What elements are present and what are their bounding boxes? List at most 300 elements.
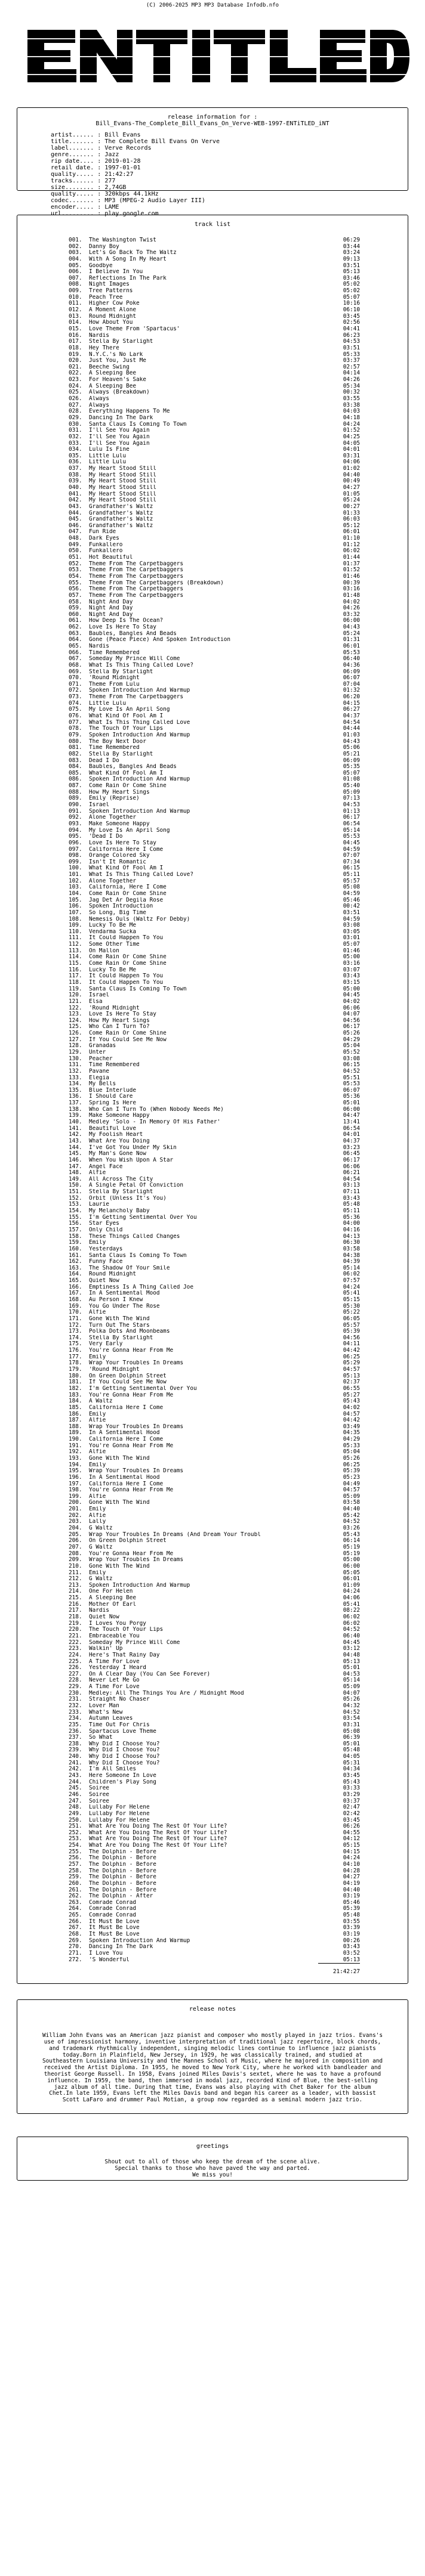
track-title: Children's Play Song (89, 1779, 156, 1785)
track-num: 148. (69, 1170, 82, 1176)
track-title: Peacher (89, 1055, 113, 1062)
track-time: 04:02 (343, 1404, 360, 1411)
track-time: 00:42 (343, 903, 360, 910)
track-row (69, 1760, 360, 1767)
track-row (69, 1253, 360, 1259)
track-title: Walkin' Up (89, 1646, 123, 1652)
track-row (69, 1874, 360, 1881)
track-row (69, 447, 360, 453)
track-row (69, 1525, 360, 1532)
track-row (69, 903, 360, 910)
track-time: 05:52 (343, 1049, 360, 1055)
track-num: 106. (69, 903, 82, 910)
track-title: On Green Dolphin Street (89, 1538, 167, 1544)
track-row (69, 1773, 360, 1779)
track-time: 05:00 (343, 986, 360, 992)
track-num: 040. (69, 484, 82, 491)
track-time: 04:24 (343, 1855, 360, 1862)
track-row (69, 707, 360, 713)
track-num: 142. (69, 1132, 82, 1138)
track-title: A Waltz (89, 1398, 113, 1405)
track-row (69, 1176, 360, 1183)
track-time: 06:55 (343, 1385, 360, 1392)
track-title: Round Midnight (89, 313, 137, 320)
track-time: 01:02 (343, 466, 360, 472)
release-field-label: title....... (51, 138, 94, 145)
track-row (69, 840, 360, 847)
track-title: What Is This Thing Called Love? (89, 662, 193, 668)
track-num: 265. (69, 1912, 82, 1919)
track-num: 120. (69, 992, 82, 999)
track-title: Turn Out The Stars (89, 1322, 150, 1329)
track-row (69, 523, 360, 530)
track-time: 03:08 (343, 922, 360, 929)
track-num: 097. (69, 846, 82, 853)
track-num: 123. (69, 1011, 82, 1018)
track-num: 038. (69, 472, 82, 478)
track-title: Theme From The Carpetbaggers (Breakdown) (89, 580, 224, 586)
track-num: 240. (69, 1754, 82, 1760)
track-title: Medley 'Solo - In Memory Of His Father' (89, 1119, 221, 1126)
track-num: 181. (69, 1379, 82, 1386)
track-num: 103. (69, 884, 82, 891)
track-row (69, 1931, 360, 1938)
track-title: When You Wish Upon A Star (89, 1157, 174, 1163)
track-title: Granadas (89, 1043, 116, 1049)
track-num: 242. (69, 1766, 82, 1773)
track-row (69, 961, 360, 967)
track-title: Angel Face (89, 1163, 123, 1170)
track-time: 06:07 (343, 675, 360, 682)
track-title: For Heaven's Sake (89, 377, 146, 383)
track-row (69, 1576, 360, 1583)
track-time: 06:03 (343, 516, 360, 523)
track-num: 251. (69, 1823, 82, 1830)
track-title: Emily (89, 1462, 106, 1468)
track-title: Santa Claus Is Coming To Town (89, 1252, 187, 1259)
track-title: Orange Colored Sky (89, 853, 150, 859)
track-num: 010. (69, 294, 82, 301)
track-time: 05:09 (343, 1684, 360, 1690)
track-title: Stella By Starlight (89, 668, 153, 675)
track-row (69, 1196, 360, 1202)
track-num: 046. (69, 522, 82, 529)
track-num: 065. (69, 643, 82, 649)
track-time: 04:28 (343, 1868, 360, 1874)
track-title: I Love You (89, 1950, 123, 1956)
track-title: Time Remembered (89, 649, 140, 656)
track-time: 06:02 (343, 548, 360, 555)
track-num: 075. (69, 707, 82, 713)
track-row (69, 295, 360, 301)
track-row (69, 1107, 360, 1113)
release-field-label: size........ (51, 184, 94, 191)
track-time: 05:19 (343, 1550, 360, 1557)
track-time: 05:04 (343, 1043, 360, 1049)
track-title: Time Remembered (89, 745, 140, 751)
track-time: 04:40 (343, 1506, 360, 1513)
track-title: Gone With The Wind (89, 1456, 150, 1462)
track-num: 187. (69, 1417, 82, 1424)
track-num: 246. (69, 1791, 82, 1798)
track-num: 135. (69, 1087, 82, 1094)
track-row (69, 1011, 360, 1018)
track-time: 05:14 (343, 1265, 360, 1271)
track-time: 05:06 (343, 745, 360, 751)
track-time: 02:57 (343, 364, 360, 370)
track-time: 04:25 (343, 434, 360, 440)
track-row (69, 1544, 360, 1551)
track-row (69, 1912, 360, 1919)
track-title: Comrade Conrad (89, 1906, 137, 1912)
release-field-label: artist...... (51, 132, 94, 138)
track-row (69, 980, 360, 986)
track-time: 01:52 (343, 428, 360, 434)
track-title: Gone With The Wind (89, 1315, 150, 1322)
track-title: How Deep Is The Ocean? (89, 618, 164, 624)
track-time: 03:49 (343, 1423, 360, 1430)
track-title: California, Here I Come (89, 884, 167, 891)
track-row (69, 922, 360, 929)
track-num: 213. (69, 1582, 82, 1589)
track-num: 102. (69, 878, 82, 884)
track-title: Love Is Here To Stay (89, 1011, 156, 1018)
track-num: 201. (69, 1506, 82, 1513)
track-time: 04:10 (343, 1862, 360, 1868)
track-time: 04:52 (343, 1627, 360, 1633)
release-field: codec....... : MP3 (MPEG-2 Audio Layer III) (51, 197, 205, 204)
track-title: Some Other Time (89, 942, 140, 948)
release-field-value: 277 (104, 178, 116, 184)
track-row (69, 897, 360, 904)
track-time: 02:47 (343, 1804, 360, 1811)
track-num: 215. (69, 1595, 82, 1602)
track-time: 04:13 (343, 1233, 360, 1240)
track-title: Spoken Introduction And Warmup (89, 808, 190, 815)
track-row (69, 402, 360, 409)
track-num: 262. (69, 1893, 82, 1900)
track-num: 058. (69, 599, 82, 605)
track-time: 05:15 (343, 1843, 360, 1849)
track-row (69, 529, 360, 535)
track-num: 258. (69, 1868, 82, 1874)
track-time: 04:48 (343, 1652, 360, 1658)
track-num: 162. (69, 1259, 82, 1265)
track-row (69, 1468, 360, 1475)
greetings-line-3: We miss you! (192, 2171, 233, 2178)
track-title: Time Out For Chris (89, 1722, 150, 1728)
track-title: Laurie (89, 1202, 109, 1208)
track-title: Dancing In The Dark (89, 1944, 153, 1950)
track-num: 013. (69, 313, 82, 320)
track-row (69, 339, 360, 345)
release-info-heading: release information for : (167, 114, 258, 120)
track-num: 022. (69, 370, 82, 377)
track-row (69, 1583, 360, 1589)
track-row (69, 1621, 360, 1627)
track-title: The Dolphin - Before (89, 1887, 156, 1893)
release-notes-text: William John Evans was an American jazz pianist and composer who mostly played in jazz trios. Evans's use of impressionist harmony, inventive interpretation of traditional jazz repertoire, block chords, and trademark rhythmically independent, singing melodic lines continue to influence jazz pianists today.Born in Plainfield, New Jersey, in 1929, he was classically trained, and studied at Southeastern Louisiana University and the Mannes School of Music, where he majored in composition and received the Artist Diploma. In 1955, he moved to New York City, where he worked with bandleader and theorist George Russell. In 1958, Evans joined Miles Davis's sextet, where he was to have a profound influence. In 1959, the band, then immersed in modal jazz, recorded Kind of Blue, the best-selling jazz album of all time. During that time, Evans was also playing with Chet Baker for the album Chet.In late 1959, Evans left the Miles Davis band and began his career as a leader, with bassist Scott LaFaro and drummer Paul Motian, a group now regarded as a seminal modern jazz trio. (42, 2032, 383, 2104)
track-num: 118. (69, 979, 82, 986)
release-info-box (17, 107, 408, 217)
release-field-value: 320kbps 44.1kHz (104, 191, 159, 197)
track-title: What Kind Of Fool Am I (89, 713, 164, 720)
track-row (69, 1893, 360, 1900)
track-row (69, 1316, 360, 1323)
track-num: 189. (69, 1430, 82, 1436)
track-row (69, 1868, 360, 1875)
track-time: 04:42 (343, 1348, 360, 1354)
release-field-label: retail date. (51, 165, 94, 171)
track-time: 04:53 (343, 339, 360, 345)
track-title: Comrade Conrad (89, 1912, 137, 1919)
track-row (69, 269, 360, 275)
track-num: 214. (69, 1589, 82, 1595)
track-title: Blue Interlude (89, 1087, 137, 1094)
track-list-heading: track list (194, 221, 231, 228)
track-num: 064. (69, 637, 82, 643)
track-time: 05:26 (343, 1030, 360, 1037)
track-title: It Could Happen To You (89, 979, 164, 986)
track-num: 159. (69, 1240, 82, 1246)
track-time: 04:02 (343, 998, 360, 1005)
track-time: 03:45 (343, 1773, 360, 1779)
track-title: California Here I Come (89, 846, 164, 853)
track-time: 05:12 (343, 522, 360, 529)
track-row (69, 1379, 360, 1386)
track-title: The Dolphin - Before (89, 1868, 156, 1874)
track-row (69, 352, 360, 358)
track-time: 01:52 (343, 567, 360, 574)
track-num: 216. (69, 1601, 82, 1608)
track-num: 175. (69, 1341, 82, 1348)
track-title: Star Eyes (89, 1221, 119, 1227)
track-row (69, 783, 360, 789)
release-field: tracks...... : 277 (51, 178, 116, 184)
track-time: 04:59 (343, 890, 360, 897)
track-time: 06:26 (343, 1823, 360, 1830)
track-row (69, 1088, 360, 1094)
track-row (69, 1462, 360, 1469)
track-time: 03:16 (343, 961, 360, 967)
track-title: It Must Be Love (89, 1925, 140, 1931)
track-num: 126. (69, 1030, 82, 1037)
track-title: You're Gonna Hear From Me (89, 1392, 174, 1398)
track-num: 167. (69, 1290, 82, 1297)
track-row (69, 358, 360, 364)
track-time: 06:20 (343, 694, 360, 701)
track-row (69, 1843, 360, 1849)
track-row (69, 1075, 360, 1082)
track-time: 03:43 (343, 1944, 360, 1950)
track-title: Elegia (89, 1075, 109, 1081)
track-title: Love Is Here To Stay (89, 840, 156, 846)
track-time: 04:45 (343, 1639, 360, 1646)
track-num: 160. (69, 1246, 82, 1252)
track-time: 03:01 (343, 935, 360, 942)
track-row (69, 1360, 360, 1367)
track-time: 05:29 (343, 1360, 360, 1367)
track-num: 218. (69, 1614, 82, 1621)
track-time: 05:01 (343, 1665, 360, 1671)
track-title: Emily (89, 1411, 106, 1417)
track-time: 05:39 (343, 1906, 360, 1912)
track-time: 05:39 (343, 1468, 360, 1475)
track-num: 003. (69, 250, 82, 256)
track-time: 05:26 (343, 1696, 360, 1703)
track-title: The Touch Of Your Lips (89, 726, 164, 732)
track-time: 04:43 (343, 624, 360, 631)
track-title: Come Rain Or Come Shine (89, 890, 167, 897)
track-title: I Loves You Porgy (89, 1620, 146, 1627)
track-time: 06:09 (343, 668, 360, 675)
track-time: 04:52 (343, 1709, 360, 1716)
track-title: Why Did I Choose You? (89, 1754, 160, 1760)
track-num: 266. (69, 1918, 82, 1925)
track-title: How My Heart Sings (89, 789, 150, 795)
track-row (69, 1792, 360, 1798)
track-row (69, 1557, 360, 1563)
track-time: 05:23 (343, 1474, 360, 1481)
track-title: Love Is Here To Stay (89, 624, 156, 631)
track-time: 06:14 (343, 1538, 360, 1544)
track-num: 225. (69, 1658, 82, 1665)
track-num: 025. (69, 389, 82, 396)
track-title: You Go Under The Rose (89, 1303, 160, 1309)
track-row (69, 472, 360, 479)
track-title: Funkallero (89, 541, 123, 548)
track-row (69, 1240, 360, 1246)
track-num: 068. (69, 662, 82, 668)
track-num: 169. (69, 1303, 82, 1309)
track-row (69, 1265, 360, 1272)
track-title: Dancing In The Dark (89, 414, 153, 421)
track-num: 130. (69, 1055, 82, 1062)
release-notes-box (17, 1999, 408, 2114)
track-time: 05:07 (343, 770, 360, 776)
track-num: 256. (69, 1855, 82, 1862)
track-num: 050. (69, 548, 82, 555)
track-time: 06:25 (343, 1462, 360, 1468)
track-row (69, 1271, 360, 1278)
track-num: 141. (69, 1125, 82, 1132)
track-num: 151. (69, 1189, 82, 1196)
track-time: 04:54 (343, 719, 360, 726)
track-time: 04:53 (343, 802, 360, 809)
track-time: 04:56 (343, 1017, 360, 1024)
track-row (69, 1538, 360, 1544)
track-row (69, 917, 360, 923)
track-row (69, 1551, 360, 1558)
track-num: 105. (69, 897, 82, 903)
track-title: A Sleeping Bee (89, 370, 137, 377)
track-row (69, 1818, 360, 1824)
track-time: 07:34 (343, 859, 360, 865)
track-title: Nardis (89, 643, 109, 649)
track-title: Very Early (89, 1341, 123, 1348)
track-num: 125. (69, 1024, 82, 1030)
track-title: Who Can I Turn To (When Nobody Needs Me) (89, 1106, 224, 1113)
track-row (69, 1881, 360, 1887)
track-num: 194. (69, 1462, 82, 1468)
track-num: 089. (69, 795, 82, 802)
track-row (69, 701, 360, 707)
track-row (69, 1411, 360, 1418)
track-time: 05:57 (343, 1322, 360, 1329)
track-title: Spoken Introduction And Warmup (89, 732, 190, 738)
track-time: 04:01 (343, 1132, 360, 1138)
track-row (69, 1830, 360, 1837)
track-time: 04:18 (343, 414, 360, 421)
release-field-label: quality..... (51, 191, 94, 197)
track-num: 008. (69, 281, 82, 288)
track-num: 108. (69, 916, 82, 922)
track-row (69, 1323, 360, 1329)
track-title: Come Rain Or Come Shine (89, 1030, 167, 1037)
track-time: 06:30 (343, 1240, 360, 1246)
release-field-value: 2,74GB (104, 184, 127, 191)
track-row (69, 789, 360, 796)
track-num: 131. (69, 1062, 82, 1069)
track-row (69, 1665, 360, 1671)
track-row (69, 307, 360, 314)
track-title: California Here I Come (89, 1404, 164, 1411)
track-num: 095. (69, 834, 82, 840)
track-num: 031. (69, 428, 82, 434)
track-num: 172. (69, 1322, 82, 1329)
track-num: 226. (69, 1665, 82, 1671)
track-title: I'll See You Again (89, 434, 150, 440)
track-time: 04:52 (343, 1068, 360, 1075)
track-time: 06:27 (343, 707, 360, 713)
track-time: 01:46 (343, 573, 360, 580)
track-row (69, 1862, 360, 1868)
track-time: 03:55 (343, 1918, 360, 1925)
track-time: 04:57 (343, 1367, 360, 1373)
track-row (69, 1741, 360, 1748)
track-row (69, 256, 360, 263)
track-title: Stella By Starlight (89, 1335, 153, 1341)
track-time: 02:56 (343, 320, 360, 326)
track-time: 05:36 (343, 1214, 360, 1221)
track-time: 05:36 (343, 1094, 360, 1100)
release-notes-heading: release notes (189, 2006, 236, 2013)
track-row (69, 1798, 360, 1805)
track-num: 207. (69, 1544, 82, 1550)
track-time: 06:29 (343, 237, 360, 243)
track-time: 01:46 (343, 948, 360, 954)
track-num: 015. (69, 326, 82, 332)
track-title: Lullaby For Helene (89, 1804, 150, 1811)
track-num: 253. (69, 1836, 82, 1843)
track-time: 05:53 (343, 1081, 360, 1088)
track-row (69, 383, 360, 390)
track-num: 147. (69, 1163, 82, 1170)
track-title: Little Lulu (89, 453, 127, 459)
track-title: Night And Day (89, 605, 133, 612)
track-num: 250. (69, 1817, 82, 1823)
track-title: On Green Dolphin Street (89, 1373, 167, 1379)
track-num: 252. (69, 1829, 82, 1836)
track-time: 03:37 (343, 1798, 360, 1804)
track-time: 04:52 (343, 1519, 360, 1525)
track-row (69, 1386, 360, 1392)
track-row (69, 1747, 360, 1754)
release-field-label: quality..... (51, 171, 94, 178)
track-num: 011. (69, 301, 82, 307)
track-num: 111. (69, 935, 82, 942)
track-time: 06:01 (343, 529, 360, 535)
